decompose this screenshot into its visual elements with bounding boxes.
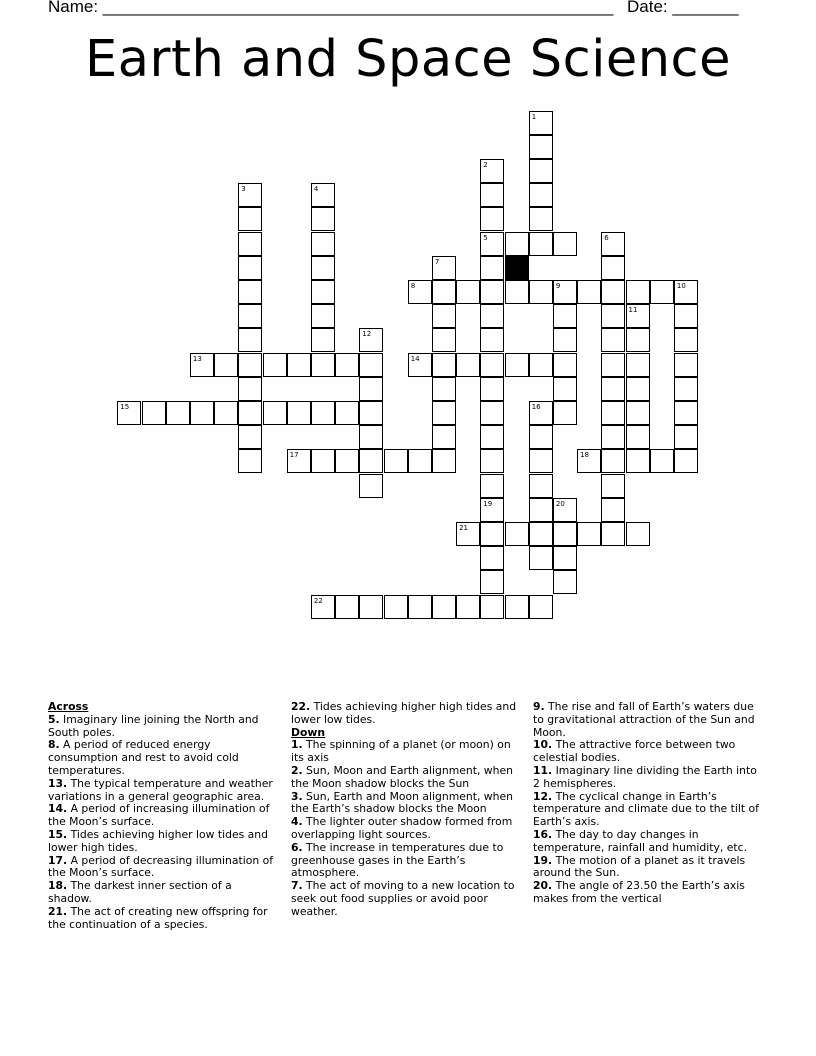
grid-cell[interactable]	[456, 353, 480, 377]
clues-column-1	[48, 701, 276, 931]
grid-cell[interactable]	[553, 570, 577, 594]
grid-cell[interactable]	[238, 232, 262, 256]
grid-cell[interactable]	[263, 401, 287, 425]
grid-cell[interactable]	[432, 280, 456, 304]
grid-cell[interactable]	[480, 570, 504, 594]
grid-cell[interactable]	[238, 449, 262, 473]
grid-cell[interactable]	[335, 595, 359, 619]
grid-cell[interactable]	[626, 280, 650, 304]
grid-cell[interactable]	[626, 522, 650, 546]
grid-cell[interactable]	[480, 474, 504, 498]
grid-cell[interactable]	[238, 280, 262, 304]
grid-cell[interactable]	[529, 232, 553, 256]
grid-cell[interactable]	[311, 183, 335, 207]
clue-item	[533, 855, 765, 881]
clue-item	[48, 803, 276, 829]
grid-cell[interactable]	[311, 207, 335, 231]
clue-number-label: 21.	[48, 904, 68, 918]
grid-cell[interactable]	[601, 474, 625, 498]
grid-cell[interactable]	[238, 207, 262, 231]
clue-item	[533, 829, 765, 855]
clue-item	[48, 855, 276, 881]
clue-number: 22	[313, 596, 323, 605]
clue-number: 15	[120, 402, 130, 411]
grid-cell[interactable]	[384, 449, 408, 473]
grid-cell[interactable]	[626, 304, 650, 328]
clue-text: A period of reduced energy consumption and rest to avoid cold temperatures.	[48, 738, 239, 777]
grid-cell[interactable]	[505, 595, 529, 619]
grid-cell[interactable]	[480, 207, 504, 231]
grid-cell[interactable]	[311, 595, 335, 619]
grid-cell[interactable]	[480, 425, 504, 449]
grid-cell[interactable]	[553, 304, 577, 328]
down-clue-list	[291, 739, 519, 918]
grid-cell[interactable]	[529, 353, 553, 377]
grid-cell[interactable]	[214, 401, 238, 425]
grid-cell[interactable]	[577, 522, 601, 546]
grid-cell[interactable]	[432, 353, 456, 377]
clue-item	[291, 842, 519, 880]
grid-cell[interactable]	[456, 595, 480, 619]
clue-item	[48, 739, 276, 777]
grid-cell[interactable]	[601, 256, 625, 280]
grid-cell[interactable]	[601, 328, 625, 352]
clue-number: 9	[555, 281, 561, 290]
clue-number-label: 18.	[48, 879, 68, 893]
grid-cell[interactable]	[359, 595, 383, 619]
clue-number: 10	[676, 281, 686, 290]
grid-cell[interactable]	[601, 449, 625, 473]
grid-cell[interactable]	[480, 595, 504, 619]
grid-cell[interactable]	[626, 353, 650, 377]
clue-item	[291, 880, 519, 918]
grid-cell[interactable]	[505, 280, 529, 304]
grid-cell[interactable]	[359, 377, 383, 401]
clue-number-label: 11.	[533, 763, 553, 777]
grid-cell[interactable]	[553, 377, 577, 401]
grid-cell[interactable]	[238, 256, 262, 280]
clue-number-label: 3.	[291, 789, 303, 803]
clue-text: The typical temperature and weather variations in a general geographic area.	[48, 776, 273, 803]
grid-cell[interactable]	[287, 353, 311, 377]
clue-text: The spinning of a planet (or moon) on its axis	[291, 738, 511, 765]
grid-cell[interactable]	[529, 474, 553, 498]
grid-cell[interactable]	[456, 522, 480, 546]
across-clue-list-continued	[291, 701, 519, 727]
clue-item	[291, 816, 519, 842]
grid-cell[interactable]	[311, 304, 335, 328]
grid-cell[interactable]	[263, 353, 287, 377]
grid-cell[interactable]	[674, 304, 698, 328]
clue-item	[291, 739, 519, 765]
grid-cell[interactable]	[480, 232, 504, 256]
clue-number: 3	[241, 185, 246, 194]
clue-number: 2	[483, 160, 488, 169]
grid-cell[interactable]	[190, 401, 214, 425]
down-heading: Down	[291, 725, 326, 739]
grid-cell[interactable]	[529, 401, 553, 425]
clue-number-label: 5.	[48, 712, 60, 726]
grid-cell[interactable]	[359, 474, 383, 498]
clue-number: 12	[362, 330, 372, 339]
grid-cell[interactable]	[529, 207, 553, 231]
clue-number: 16	[531, 402, 541, 411]
clue-text: Tides achieving higher high tides and lower low tides.	[291, 700, 517, 726]
clue-text: The attractive force between two celestial bodies.	[533, 738, 736, 765]
clue-text: The increase in temperatures due to greenhouse gases in the Earth’s atmosphere.	[291, 840, 504, 880]
clue-number: 14	[410, 354, 420, 363]
clue-item	[533, 791, 765, 829]
clue-item	[291, 765, 519, 791]
clue-number-label: 15.	[48, 827, 68, 841]
date-field-line: Date: _______	[627, 0, 739, 16]
clue-item	[48, 880, 276, 906]
grid-cell[interactable]	[408, 595, 432, 619]
grid-cell[interactable]	[626, 425, 650, 449]
clue-item	[533, 765, 765, 791]
grid-cell[interactable]	[214, 353, 238, 377]
grid-cell[interactable]	[674, 353, 698, 377]
grid-cell[interactable]	[311, 232, 335, 256]
clue-number-label: 16.	[533, 827, 553, 841]
grid-cell[interactable]	[311, 256, 335, 280]
across-clue-list	[48, 714, 276, 932]
clue-number: 19	[483, 499, 493, 508]
clue-item	[48, 778, 276, 804]
grid-cell[interactable]	[432, 328, 456, 352]
grid-cell[interactable]	[601, 377, 625, 401]
grid-cell[interactable]	[626, 401, 650, 425]
clue-text: The day to day changes in temperature, rainfall and humidity, etc.	[533, 827, 748, 854]
grid-cell[interactable]	[166, 401, 190, 425]
grid-cell[interactable]	[335, 449, 359, 473]
clue-text: Sun, Moon and Earth alignment, when the Moon shadow blocks the Sun	[291, 763, 513, 790]
grid-cell[interactable]	[529, 522, 553, 546]
grid-cell[interactable]	[674, 401, 698, 425]
grid-cell[interactable]	[456, 280, 480, 304]
grid-cell[interactable]	[238, 183, 262, 207]
grid-cell[interactable]	[238, 353, 262, 377]
grid-cell[interactable]	[408, 353, 432, 377]
clue-item	[533, 701, 765, 739]
grid-cell[interactable]	[626, 377, 650, 401]
grid-cell[interactable]	[601, 522, 625, 546]
grid-cell[interactable]	[529, 498, 553, 522]
grid-cell[interactable]	[287, 449, 311, 473]
grid-cell[interactable]	[480, 304, 504, 328]
grid-cell[interactable]	[553, 232, 577, 256]
clue-number-label: 1.	[291, 738, 303, 752]
clue-text: The act of creating new offspring for the continuation of a species.	[48, 904, 268, 931]
grid-cell[interactable]	[480, 522, 504, 546]
grid-cell[interactable]	[480, 401, 504, 425]
clue-text: Tides achieving higher low tides and lower high tides.	[48, 827, 268, 854]
clue-number-label: 2.	[291, 763, 303, 777]
grid-cell[interactable]	[601, 304, 625, 328]
grid-cell[interactable]	[359, 425, 383, 449]
grid-cell[interactable]	[577, 449, 601, 473]
clue-text: The lighter outer shadow formed from overlapping light sources.	[291, 815, 513, 841]
grid-cell[interactable]	[529, 135, 553, 159]
clue-number: 17	[289, 451, 299, 460]
grid-cell[interactable]	[601, 425, 625, 449]
grid-cell[interactable]	[432, 449, 456, 473]
grid-cell[interactable]	[238, 425, 262, 449]
grid-cell[interactable]	[432, 377, 456, 401]
clue-number: 11	[628, 306, 638, 315]
grid-cell[interactable]	[408, 280, 432, 304]
clue-item	[533, 739, 765, 765]
down-clue-list-continued	[533, 701, 765, 906]
grid-cell[interactable]	[359, 401, 383, 425]
grid-cell[interactable]	[553, 401, 577, 425]
clue-number: 6	[604, 233, 609, 242]
grid-cell[interactable]	[529, 449, 553, 473]
grid-cell[interactable]	[529, 159, 553, 183]
grid-cell[interactable]	[553, 546, 577, 570]
grid-cell[interactable]	[674, 280, 698, 304]
grid-cell[interactable]	[480, 377, 504, 401]
clue-text: A period of decreasing illumination of the Moon’s surface.	[48, 853, 274, 880]
grid-cell[interactable]	[238, 328, 262, 352]
grid-cell[interactable]	[384, 595, 408, 619]
clue-item	[48, 829, 276, 855]
grid-cell[interactable]	[650, 280, 674, 304]
clue-number-label: 22.	[291, 700, 311, 713]
grid-cell[interactable]	[601, 498, 625, 522]
grid-cell[interactable]	[529, 111, 553, 135]
grid-cell[interactable]	[311, 280, 335, 304]
grid-cell[interactable]	[480, 328, 504, 352]
grid-cell[interactable]	[432, 425, 456, 449]
clue-number: 4	[313, 185, 319, 194]
name-field-line: Name: ______________________________________________________	[48, 0, 614, 16]
clue-item	[48, 906, 276, 932]
grid-cell[interactable]	[432, 401, 456, 425]
grid-cell[interactable]	[553, 522, 577, 546]
clue-number-label: 13.	[48, 776, 68, 790]
grid-cell[interactable]	[335, 353, 359, 377]
clue-text: The darkest inner section of a shadow.	[48, 879, 232, 905]
grid-cell[interactable]	[553, 280, 577, 304]
grid-cell[interactable]	[432, 304, 456, 328]
grid-cell[interactable]	[505, 353, 529, 377]
grid-cell[interactable]	[238, 304, 262, 328]
grid-cell[interactable]	[311, 401, 335, 425]
grid-cell[interactable]	[529, 546, 553, 570]
grid-cell[interactable]	[359, 328, 383, 352]
grid-cell[interactable]	[480, 280, 504, 304]
clue-number-label: 17.	[48, 853, 68, 867]
grid-cell[interactable]	[408, 449, 432, 473]
clue-item	[48, 714, 276, 740]
across-heading: Across	[48, 700, 89, 713]
clue-number-label: 20.	[533, 879, 553, 893]
grid-cell[interactable]	[480, 449, 504, 473]
clue-text: Imaginary line dividing the Earth into 2 hemispheres.	[533, 763, 757, 790]
grid-cell[interactable]	[238, 377, 262, 401]
clue-text: Imaginary line joining the North and South poles.	[48, 712, 259, 739]
grid-cell[interactable]	[505, 522, 529, 546]
grid-cell[interactable]	[480, 353, 504, 377]
grid-cell[interactable]	[601, 280, 625, 304]
grid-cell[interactable]	[553, 328, 577, 352]
clue-text: A period of increasing illumination of the Moon’s surface.	[48, 802, 270, 829]
grid-cell[interactable]	[287, 401, 311, 425]
clue-number: 8	[410, 281, 416, 290]
grid-cell[interactable]	[432, 256, 456, 280]
clue-number-label: 7.	[291, 879, 303, 893]
clue-number-label: 19.	[533, 853, 553, 867]
grid-cell[interactable]	[311, 328, 335, 352]
clue-number-label: 4.	[291, 815, 303, 829]
grid-cell[interactable]	[601, 232, 625, 256]
grid-cell[interactable]	[650, 449, 674, 473]
grid-cell[interactable]	[311, 449, 335, 473]
grid-cell[interactable]	[311, 353, 335, 377]
clue-number: 7	[434, 257, 440, 266]
clue-text: Sun, Earth and Moon alignment, when the Earth’s shadow blocks the Moon	[291, 789, 513, 816]
clue-item	[533, 880, 765, 906]
grid-cell[interactable]	[601, 401, 625, 425]
clue-item	[291, 701, 519, 727]
page-title: Earth and Space Science	[85, 30, 731, 89]
grid-cell[interactable]	[359, 449, 383, 473]
clue-text: The motion of a planet as it travels around the Sun.	[533, 853, 746, 880]
clue-number: 13	[192, 354, 202, 363]
grid-cell[interactable]	[626, 449, 650, 473]
clues-column-2	[291, 701, 519, 919]
clue-number: 5	[483, 233, 488, 242]
clue-number-label: 12.	[533, 789, 553, 803]
grid-cell[interactable]	[674, 449, 698, 473]
grid-cell[interactable]	[553, 353, 577, 377]
grid-cell[interactable]	[529, 183, 553, 207]
black-cell	[505, 256, 529, 280]
grid-cell[interactable]	[626, 328, 650, 352]
clue-number-label: 14.	[48, 802, 68, 816]
grid-cell[interactable]	[529, 425, 553, 449]
grid-cell[interactable]	[674, 328, 698, 352]
grid-cell[interactable]	[601, 353, 625, 377]
grid-cell[interactable]	[190, 353, 214, 377]
grid-cell[interactable]	[553, 498, 577, 522]
clue-item	[291, 791, 519, 817]
clue-number-label: 10.	[533, 738, 553, 752]
clue-text: The cyclical change in Earth’s temperature and climate due to the tilt of Earth’s axis.	[533, 789, 759, 829]
clue-number-label: 8.	[48, 738, 60, 752]
grid-cell[interactable]	[480, 183, 504, 207]
grid-cell[interactable]	[529, 595, 553, 619]
grid-cell[interactable]	[359, 353, 383, 377]
clue-number: 21	[459, 523, 469, 532]
grid-cell[interactable]	[480, 159, 504, 183]
grid-cell[interactable]	[480, 546, 504, 570]
grid-cell[interactable]	[529, 280, 553, 304]
grid-cell[interactable]	[480, 256, 504, 280]
grid-cell[interactable]	[480, 498, 504, 522]
clue-text: The act of moving to a new location to seek out food supplies or avoid poor weather.	[291, 879, 515, 918]
clue-number: 20	[555, 499, 565, 508]
grid-cell[interactable]	[142, 401, 166, 425]
clue-number-label: 6.	[291, 840, 303, 854]
clue-number-label: 9.	[533, 700, 545, 713]
clue-text: The rise and fall of Earth’s waters due to gravitational attraction of the Sun and Moon.	[533, 700, 755, 739]
clues-column-3	[533, 701, 765, 906]
grid-cell[interactable]	[238, 401, 262, 425]
grid-cell[interactable]	[505, 232, 529, 256]
grid-cell[interactable]	[577, 280, 601, 304]
grid-cell[interactable]	[674, 425, 698, 449]
grid-cell[interactable]	[117, 401, 141, 425]
clue-number: 1	[531, 112, 537, 121]
clue-number: 18	[580, 451, 590, 460]
clue-text: The angle of 23.50 the Earth’s axis makes from the vertical	[533, 879, 745, 905]
grid-cell[interactable]	[335, 401, 359, 425]
grid-cell[interactable]	[432, 595, 456, 619]
grid-cell[interactable]	[674, 377, 698, 401]
